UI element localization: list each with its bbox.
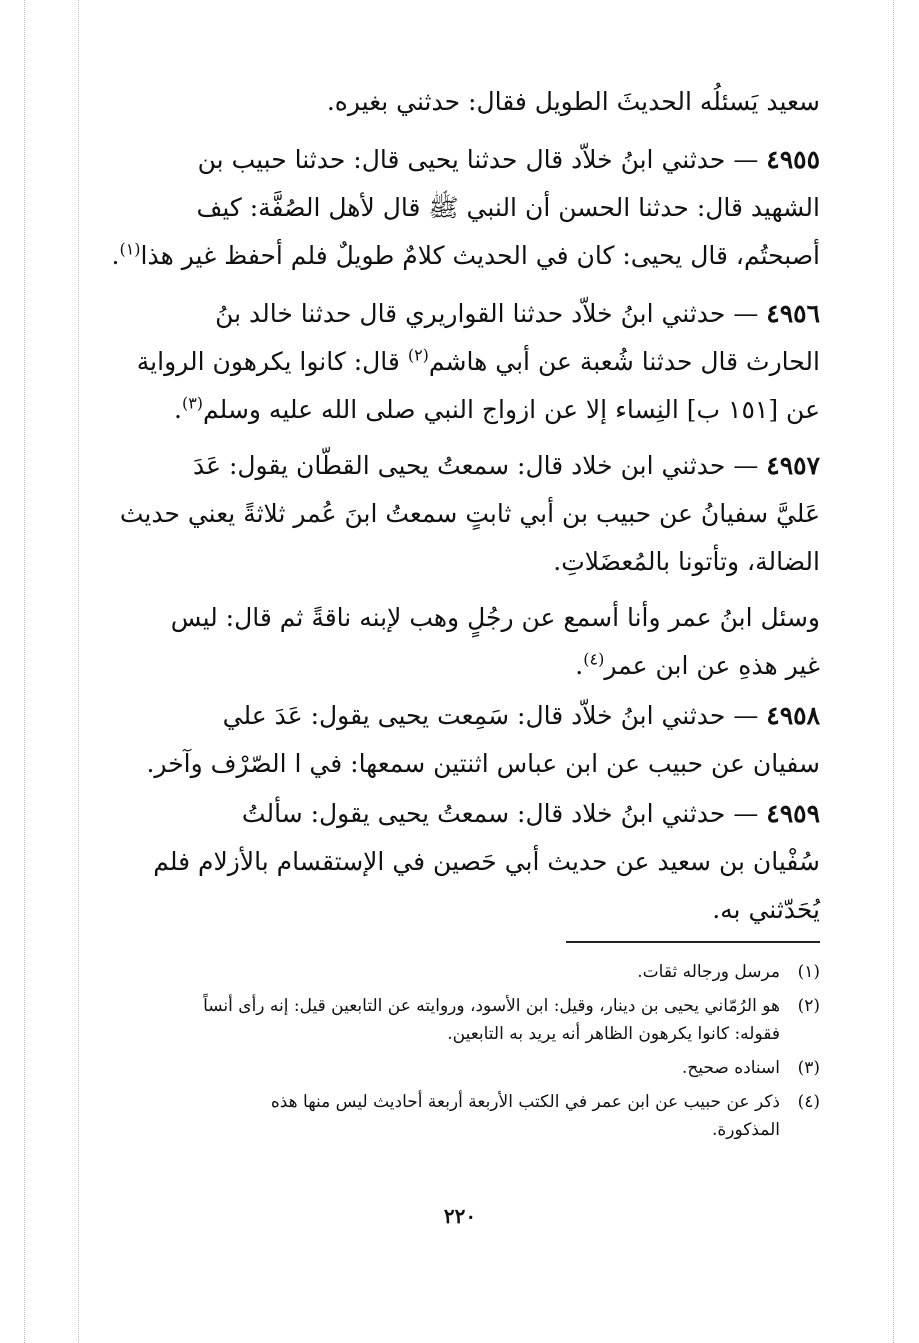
text-line-last xyxy=(140,642,820,690)
footnote xyxy=(140,1054,820,1082)
footnotes xyxy=(140,958,820,1150)
text-line: أصبحتُم، قال يحيى: كان في الحديث كلامٌ طويلٌ فلم أحفظ غير هذا xyxy=(140,241,820,270)
footnote-line: هو الرُمّاني يحيى بن دينار، وقيل: ابن الأسود، وروايته عن التابعين قيل: إنه رأى أنساً xyxy=(203,996,780,1016)
footnote-ref: (١) xyxy=(119,239,141,259)
footnote-line: المذكورة. xyxy=(711,1120,780,1140)
hadith-number: ٤٩٥٨ xyxy=(766,701,820,730)
text-line-first xyxy=(140,290,820,338)
text-line: عن [١٥١ ب] النِساء إلا عن ازواج النبي صلى الله عليه وسلم xyxy=(203,395,820,424)
text-line: سفيان عن حبيب عن ابن عباس اثنتين سمعها: في ا الصّرْف وآخر. xyxy=(146,749,820,778)
text-line: — حدثني ابنُ خلاّد قال: سَمِعت يحيى يقول: عَدَ علي xyxy=(222,701,759,730)
paragraph-ibn-umar xyxy=(140,594,820,690)
footnote-number: (٣) xyxy=(797,1058,820,1078)
text-line: سعيد يَسئلُه الحديثَ الطويل فقال: حدثني بغيره. xyxy=(326,87,820,116)
sentence-end: . xyxy=(173,395,182,424)
page-number: ٢٢٠ xyxy=(443,1204,477,1228)
text-line: سُفْيان بن سعيد عن حديث أبي حَصين في الإستقسام بالأزلام فلم xyxy=(153,847,820,876)
scan-edge-line xyxy=(24,0,25,1343)
hadith-4959 xyxy=(140,790,820,934)
text-line: — حدثني ابن خلاد قال: سمعتُ يحيى القطّان يقول: عَدَ xyxy=(192,451,759,480)
footnote-number: (١) xyxy=(797,962,820,982)
text-line: — حدثني ابنُ خلاد قال: سمعتُ يحيى يقول: سألتُ xyxy=(241,799,759,828)
footnote-separator xyxy=(566,941,820,943)
footnote-number: (٤) xyxy=(797,1092,820,1112)
text-line: وسئل ابنُ عمر وأنا أسمع عن رجُلٍ وهب لإبنه ناقةً ثم قال: ليس xyxy=(170,603,820,632)
text-line: يُحَدّثني به. xyxy=(712,895,820,924)
text-line: الحارث قال حدثنا شُعبة عن أبي هاشم xyxy=(428,347,820,376)
sentence-end: . xyxy=(575,651,584,680)
hadith-4958 xyxy=(140,692,820,788)
footnote-line: ذكر عن حبيب عن ابن عمر في الكتب الأربعة أربعة أحاديث ليس منها هذه xyxy=(270,1092,780,1112)
paragraph-continuation xyxy=(140,78,820,126)
footnote-text xyxy=(140,1054,780,1082)
footnote-text xyxy=(140,992,780,1048)
footnote-ref: (٣) xyxy=(181,393,204,413)
text-line-first xyxy=(140,136,820,184)
scan-edge-line xyxy=(893,0,894,1343)
text-line: الشهيد قال: حدثنا الحسن أن النبي ﷺ قال لأهل الصُفَّة: كيف xyxy=(196,193,820,222)
footnote-ref: (٢) xyxy=(407,345,429,365)
text-line-last xyxy=(140,386,820,434)
footnote-line: اسناده صحيح. xyxy=(681,1058,780,1078)
footnote-text xyxy=(140,958,780,986)
text-line-first xyxy=(140,442,820,490)
text-line: — حدثني ابنُ خلاّد قال حدثنا يحيى قال: حدثنا حبيب بن xyxy=(197,145,759,174)
hadith-4956 xyxy=(136,290,820,434)
footnote xyxy=(140,992,820,1048)
footnote xyxy=(140,1088,820,1144)
footnote-text xyxy=(140,1088,780,1144)
text-line-first xyxy=(140,790,820,838)
text-line-tail: قال: كانوا يكرهون الرواية xyxy=(136,347,408,376)
hadith-4957 xyxy=(119,442,820,586)
text-line-first xyxy=(140,692,820,740)
scan-edge-line xyxy=(78,0,79,1343)
text-line-middle xyxy=(136,338,820,386)
footnote-line: مرسل ورجاله ثقات. xyxy=(637,962,780,982)
hadith-number: ٤٩٥٩ xyxy=(766,799,820,828)
text-line: — حدثني ابنُ خلاّد حدثنا القواريري قال حدثنا خالد بنُ xyxy=(215,299,759,328)
hadith-4955 xyxy=(111,136,820,280)
text-line: غير هذهِ عن ابن عمر xyxy=(604,651,820,680)
footnote-ref: (٤) xyxy=(583,649,605,669)
hadith-number: ٤٩٥٥ xyxy=(766,145,820,174)
hadith-number: ٤٩٥٦ xyxy=(766,299,820,328)
text-line: عَليَّ سفيانُ عن حبيب بن أبي ثابتٍ سمعتُ ابنَ عُمر ثلاثةً يعني حديث xyxy=(119,499,820,528)
text-line: الضالة، وتأتونا بالمُعضَلاتِ. xyxy=(553,547,820,576)
footnote-number: (٢) xyxy=(797,996,820,1016)
text-line-last xyxy=(111,232,820,280)
sentence-end: . xyxy=(111,241,120,270)
footnote xyxy=(140,958,820,986)
footnote-line: فقوله: كانوا يكرهون الظاهر أنه يريد به التابعين. xyxy=(447,1024,780,1044)
hadith-number: ٤٩٥٧ xyxy=(766,451,820,480)
